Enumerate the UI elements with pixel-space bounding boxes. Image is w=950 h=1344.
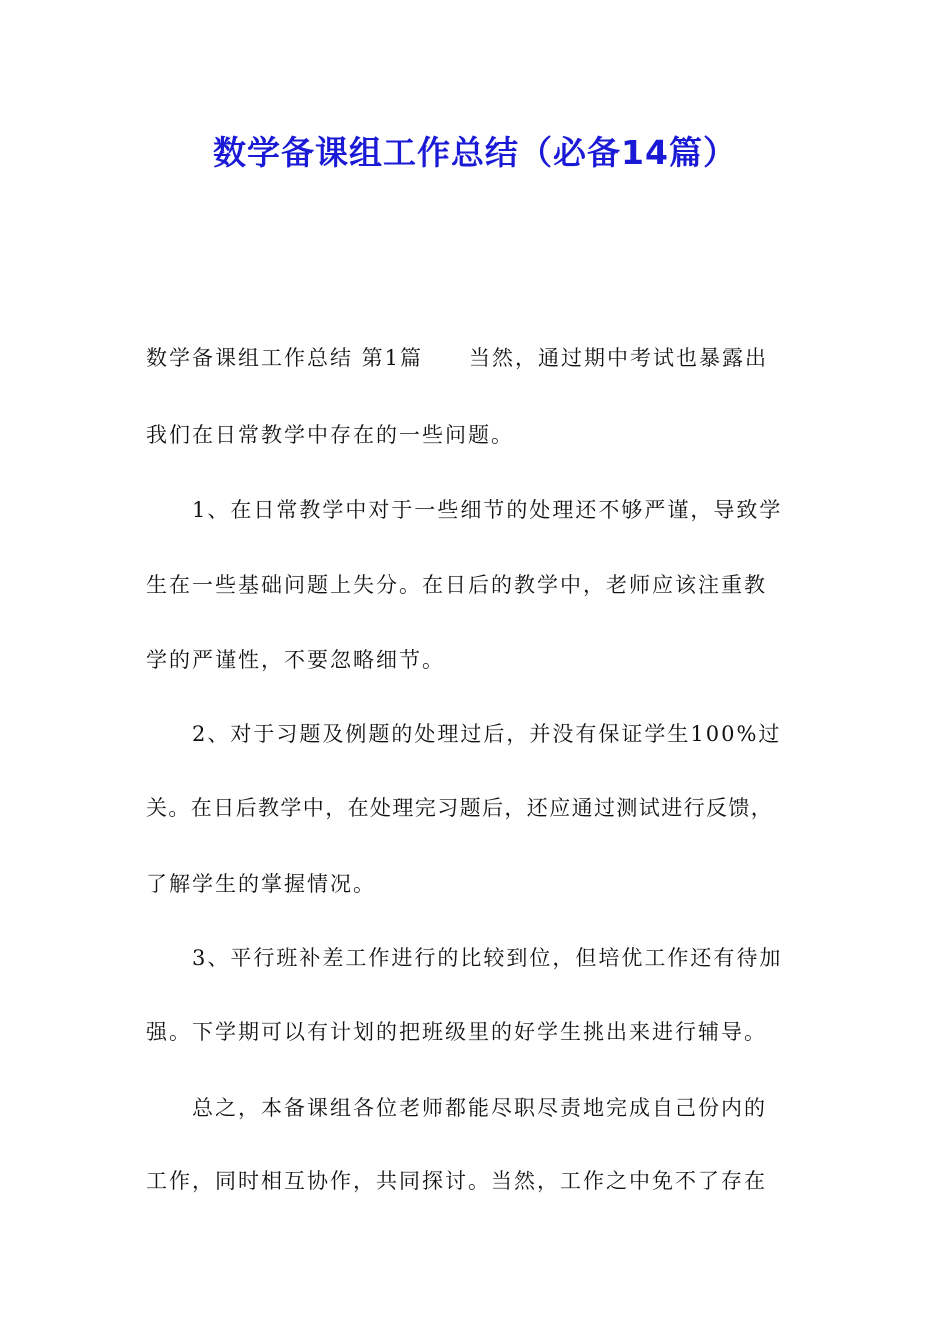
paragraph-2-line-3: 学的严谨性，不要忽略细节。 — [146, 648, 445, 672]
paragraph-3-line-1: 2、对于习题及例题的处理过后，并没有保证学生100%过 — [192, 722, 782, 746]
paragraph-2-line-1: 1、在日常教学中对于一些细节的处理还不够严谨，导致学 — [192, 498, 783, 522]
paragraph-2-line-2: 生在一些基础问题上失分。在日后的教学中，老师应该注重教 — [146, 573, 767, 597]
paragraph-1-line-1 — [146, 343, 810, 373]
paragraph-5-line-1: 总之，本备课组各位老师都能尽职尽责地完成自己份内的 — [192, 1096, 767, 1120]
paragraph-1-start: 当然，通过期中考试也暴露出 — [469, 346, 769, 370]
paragraph-3-line-3: 了解学生的掌握情况。 — [146, 872, 376, 896]
paragraph-1-line-2: 我们在日常教学中存在的一些问题。 — [146, 423, 514, 447]
paragraph-3-line-2: 关。在日后教学中，在处理完习题后，还应通过测试进行反馈， — [146, 796, 774, 820]
paragraph-5-line-2: 工作，同时相互协作，共同探讨。当然，工作之中免不了存在 — [146, 1169, 767, 1193]
section-heading: 数学备课组工作总结 第1篇 — [146, 346, 424, 370]
page-title: 数学备课组工作总结（必备14篇） — [213, 133, 737, 172]
paragraph-4-line-2: 强。下学期可以有计划的把班级里的好学生挑出来进行辅导。 — [146, 1020, 767, 1044]
paragraph-4-line-1: 3、平行班补差工作进行的比较到位，但培优工作还有待加 — [192, 946, 783, 970]
